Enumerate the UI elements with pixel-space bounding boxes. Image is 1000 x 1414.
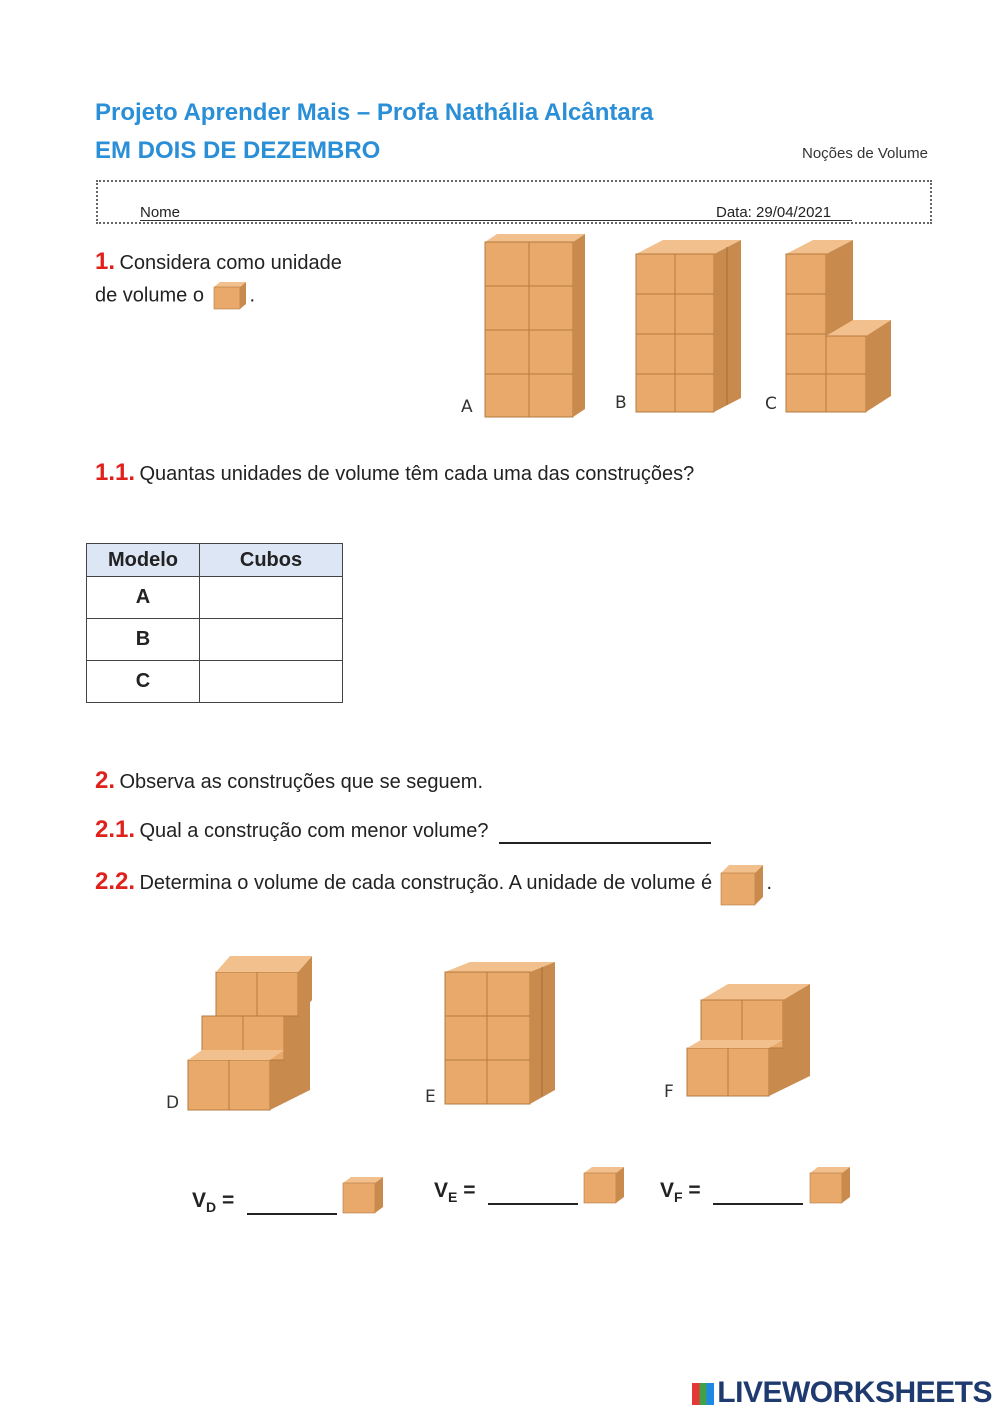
figures-def bbox=[160, 950, 840, 1120]
volume-d-field[interactable] bbox=[247, 1191, 337, 1215]
liveworksheets-logo[interactable]: LIVEWORKSHEETS bbox=[692, 1376, 992, 1410]
figure-f bbox=[687, 984, 810, 1096]
question-2 bbox=[95, 767, 483, 795]
figure-label-b: B bbox=[615, 393, 627, 413]
question-text: Observa as construções que se seguem. bbox=[119, 771, 483, 793]
volume-label: $V_E$ = bbox=[434, 1178, 476, 1205]
question-2-2 bbox=[95, 863, 772, 907]
figure-e bbox=[445, 962, 555, 1104]
name-date-box bbox=[96, 180, 932, 224]
page-title: Projeto Aprender Mais – Profa Nathália Alcântara bbox=[95, 99, 654, 126]
figure-b bbox=[636, 240, 741, 412]
column-header: Cubos bbox=[200, 544, 343, 577]
question-text: Qual a construção com menor volume? bbox=[139, 820, 489, 842]
unit-cube-icon bbox=[341, 1175, 385, 1215]
page-subtitle: EM DOIS DE DEZEMBRO bbox=[95, 137, 381, 164]
period: . bbox=[249, 284, 256, 307]
volume-label: $V_D$ = bbox=[192, 1188, 235, 1215]
figure-c bbox=[786, 240, 891, 412]
table-row bbox=[87, 577, 343, 619]
question-2-1 bbox=[95, 816, 711, 844]
question-number: 2.2. bbox=[95, 868, 136, 896]
column-header: Modelo bbox=[87, 544, 200, 577]
logo-icon bbox=[692, 1383, 714, 1405]
period: . bbox=[766, 872, 773, 895]
question-number: 1. bbox=[95, 248, 116, 275]
unit-cube-icon bbox=[717, 863, 767, 907]
table-header-row bbox=[87, 544, 343, 577]
figure-d bbox=[188, 956, 312, 1110]
figure-a bbox=[485, 234, 585, 417]
question-number: 2.1. bbox=[95, 816, 136, 843]
name-label: Nome bbox=[140, 204, 181, 221]
unit-cube-icon bbox=[210, 281, 250, 311]
question-1-line2 bbox=[95, 281, 255, 311]
volume-e-field[interactable] bbox=[488, 1181, 578, 1205]
question-text: Considera como unidade bbox=[119, 252, 342, 274]
volume-d-answer bbox=[192, 1175, 385, 1215]
volume-e-answer bbox=[434, 1165, 626, 1205]
answer-field[interactable] bbox=[499, 820, 711, 844]
question-1-1 bbox=[95, 459, 694, 487]
question-number: 2. bbox=[95, 767, 116, 794]
topic-label: Noções de Volume bbox=[802, 145, 928, 162]
cubes-answer-cell[interactable] bbox=[200, 577, 343, 619]
figure-label-f: F bbox=[664, 1082, 674, 1102]
volume-f-answer bbox=[660, 1165, 852, 1205]
table-row bbox=[87, 661, 343, 703]
cubes-answer-cell[interactable] bbox=[200, 661, 343, 703]
figure-label-a: A bbox=[461, 397, 473, 417]
table-row bbox=[87, 619, 343, 661]
question-text: de volume o bbox=[95, 284, 204, 307]
unit-cube-icon bbox=[808, 1165, 852, 1205]
volume-label: $V_F$ = bbox=[660, 1178, 701, 1205]
figure-label-c: C bbox=[765, 394, 777, 414]
cubes-table bbox=[86, 543, 343, 703]
model-cell: C bbox=[87, 661, 200, 703]
date-label: Data: 29/04/2021 bbox=[716, 204, 832, 221]
model-cell: B bbox=[87, 619, 200, 661]
figures-abc bbox=[455, 232, 905, 427]
question-text: Quantas unidades de volume têm cada uma das construções? bbox=[139, 463, 695, 485]
unit-cube-icon bbox=[582, 1165, 626, 1205]
question-text: Determina o volume de cada construção. A unidade de volume é bbox=[139, 872, 713, 895]
question-number: 1.1. bbox=[95, 459, 136, 486]
cubes-answer-cell[interactable] bbox=[200, 619, 343, 661]
model-cell: A bbox=[87, 577, 200, 619]
volume-f-field[interactable] bbox=[713, 1181, 803, 1205]
figure-label-d: D bbox=[166, 1093, 180, 1113]
figure-label-e: E bbox=[425, 1087, 436, 1107]
question-1 bbox=[95, 248, 342, 276]
